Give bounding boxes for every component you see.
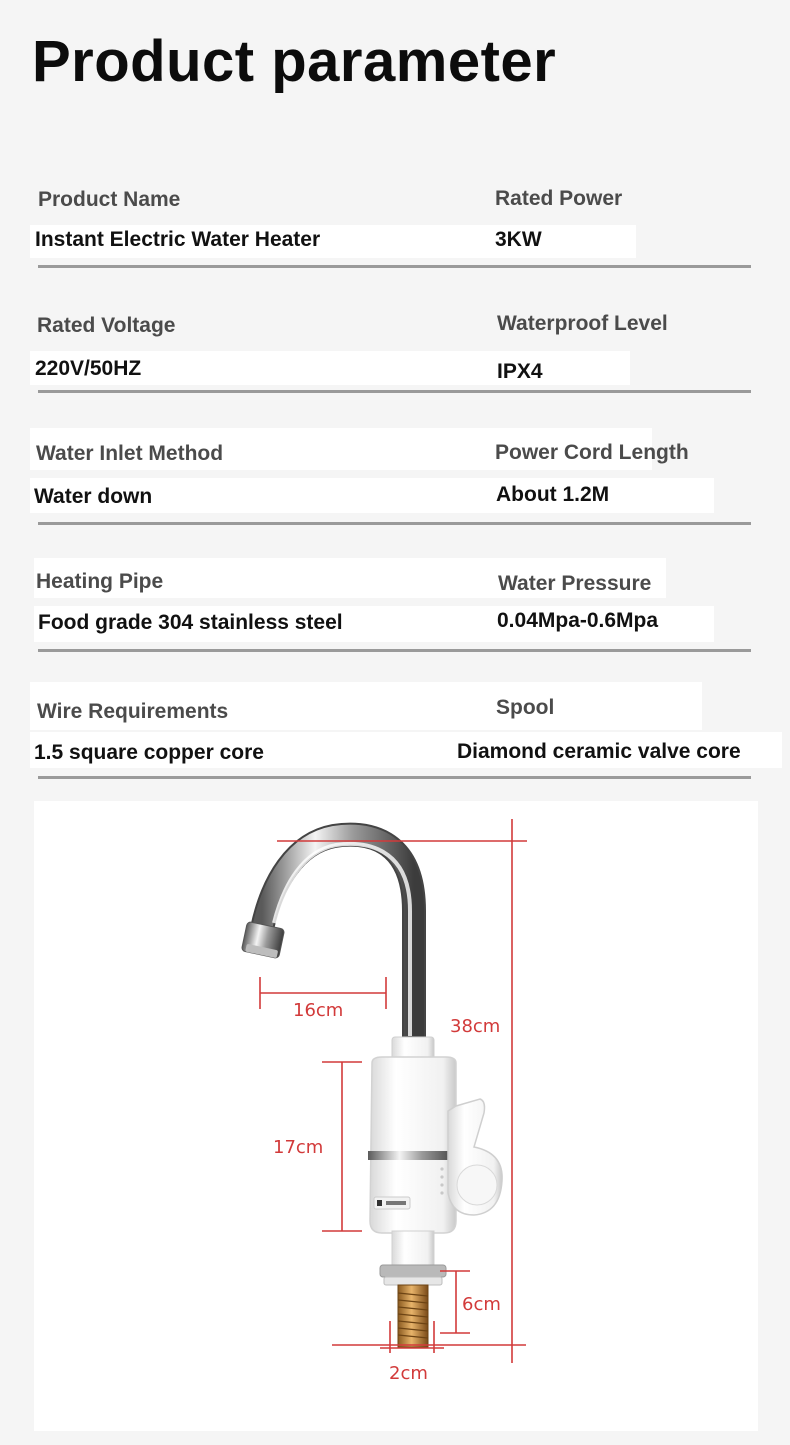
param-label-rated-power: Rated Power	[495, 187, 623, 210]
param-label-product-name: Product Name	[38, 188, 181, 211]
param-value-rated-voltage: 220V/50HZ	[35, 357, 142, 380]
param-value-water-inlet-method: Water down	[34, 485, 153, 508]
dim-thread-width: 2cm	[389, 1363, 428, 1384]
row-divider	[38, 776, 751, 779]
dim-spout-reach: 16cm	[293, 1000, 344, 1021]
lever-handle	[448, 1099, 502, 1215]
param-value-waterproof-level: IPX4	[497, 360, 543, 383]
param-value-product-name: Instant Electric Water Heater	[35, 228, 321, 251]
dim-total-height: 38cm	[450, 1016, 501, 1037]
page-title: Product parameter	[32, 29, 557, 94]
heater-body	[368, 1057, 458, 1233]
param-label-water-pressure: Water Pressure	[498, 572, 652, 595]
brass-inlet	[398, 1285, 428, 1347]
param-value-heating-pipe: Food grade 304 stainless steel	[38, 611, 343, 634]
param-value-spool: Diamond ceramic valve core	[457, 740, 741, 763]
param-label-rated-voltage: Rated Voltage	[37, 314, 176, 337]
param-label-spool: Spool	[496, 696, 555, 719]
param-value-rated-power: 3KW	[495, 228, 542, 251]
row-divider	[38, 390, 751, 393]
row-divider	[38, 522, 751, 525]
param-value-power-cord-length: About 1.2M	[496, 483, 610, 506]
param-label-power-cord-length: Power Cord Length	[495, 441, 689, 464]
row-divider	[38, 265, 751, 268]
row-divider	[38, 649, 751, 652]
param-label-heating-pipe: Heating Pipe	[36, 570, 164, 593]
param-value-wire-requirements: 1.5 square copper core	[34, 741, 264, 764]
dim-thread-length: 6cm	[462, 1294, 501, 1315]
dim-body-height: 17cm	[273, 1137, 324, 1158]
param-value-water-pressure: 0.04Mpa-0.6Mpa	[497, 609, 659, 632]
param-label-waterproof-level: Waterproof Level	[497, 312, 668, 335]
faucet-illustration	[34, 801, 758, 1431]
param-label-wire-requirements: Wire Requirements	[37, 700, 229, 723]
param-label-water-inlet-method: Water Inlet Method	[36, 442, 224, 465]
dimension-diagram	[34, 801, 758, 1431]
